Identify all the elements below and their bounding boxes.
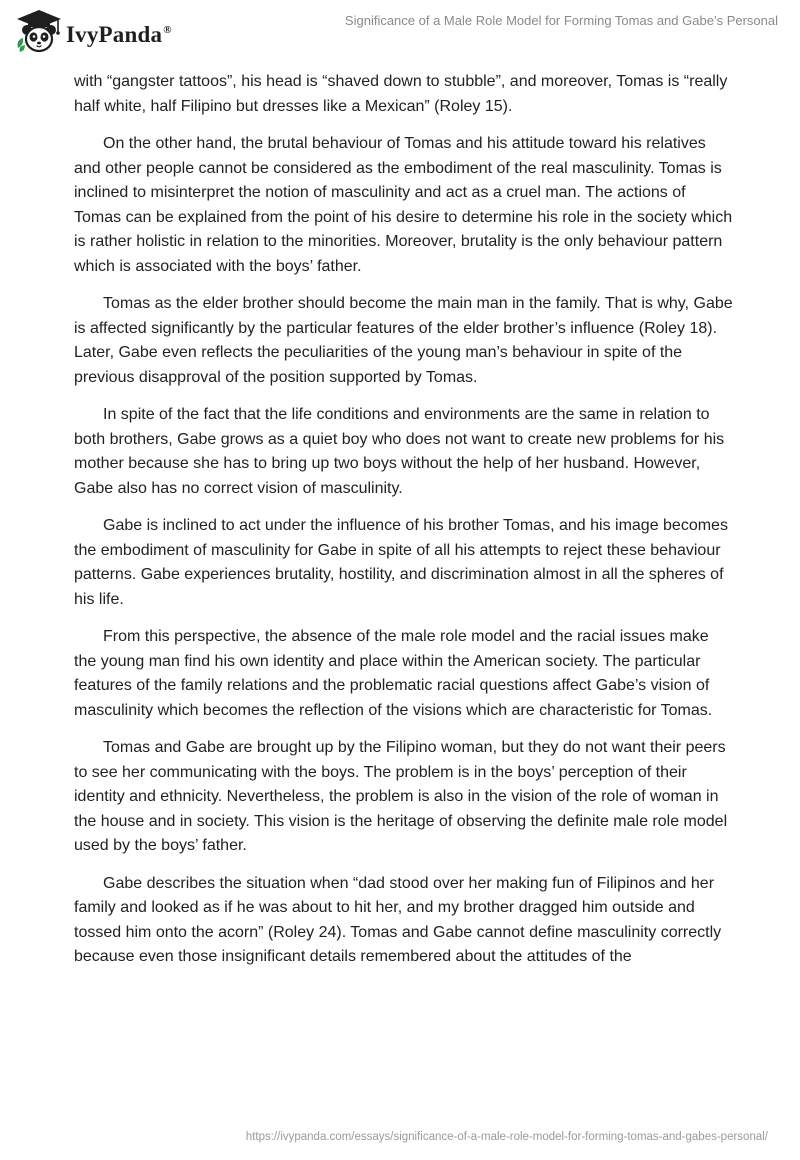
paragraph: On the other hand, the brutal behaviour of Tomas and his attitude toward his relatives and other people cannot be considered as the embodiment of the real masculinity. Tomas is inclined to misinterpret the notion of masculinity and act as a cruel man. The actions of Tomas can be explained from the point of his desire to determine his role in the society which is rather holistic in relation to the minorities. Moreover, brutality is the only behaviour pattern which is associated with the boys’ father.	[74, 135, 733, 275]
paragraph: with “gangster tattoos”, his head is “shaved down to stubble”, and moreover, Tomas is “really half white, half Filipino but dresses like a Mexican” (Roley 15).	[74, 73, 728, 115]
panda-graduate-icon	[14, 8, 64, 54]
paragraph: Gabe is inclined to act under the influence of his brother Tomas, and his image becomes the embodiment of masculinity for Gabe in spite of all his attempts to reject these behaviour patterns. Gabe experiences brutality, hostility, and discrimination almost in all the spheres of his life.	[74, 517, 728, 608]
brand-logo[interactable]	[14, 8, 172, 54]
paragraph: Tomas and Gabe are brought up by the Filipino woman, but they do not want their peers to see her communicating with the boys. The problem is in the boys’ perception of their identity and ethnicity. Nevertheless, the problem is also in the vision of the role of woman in the house and in society. This vision is the heritage of observing the definite male role model used by the boys’ father.	[74, 739, 728, 854]
essay-body	[74, 70, 734, 983]
source-url-link[interactable]: https://ivypanda.com/essays/significance-of-a-male-role-model-for-forming-tomas-and-gabes-personal/	[245, 1131, 768, 1143]
paragraph: Gabe describes the situation when “dad stood over her making fun of Filipinos and her family and looked as if he was about to hit her, and my brother dragged him outside and tossed him onto the acorn” (Roley 24). Tomas and Gabe cannot define masculinity correctly because even those insignificant details remembered about the attitudes of the	[74, 874, 722, 965]
paragraph: Tomas as the elder brother should become the main man in the family. That is why, Gabe is affected significantly by the particular features of the elder brother’s influence (Roley 18). Later, Gabe even reflects the peculiarities of the young man’s behaviour in spite of the previous disapproval of the position supported by Tomas.	[74, 295, 733, 386]
document-title: Significance of a Male Role Model for Forming Tomas and Gabe’s Personal	[344, 13, 778, 28]
paragraph: In spite of the fact that the life conditions and environments are the same in relation to both brothers, Gabe grows as a quiet boy who does not want to create new problems for his mother because she has to bring up two boys without the help of her husband. However, Gabe also has no correct vision of masculinity.	[74, 406, 725, 497]
brand-name: IvyPanda®	[66, 22, 172, 47]
paragraph: From this perspective, the absence of the male role model and the racial issues make the young man find his own identity and place within the American society. The particular features of the family relations and the problematic racial questions affect Gabe’s vision of masculinity which becomes the reflection of the visions which are characteristic for Tomas.	[74, 628, 713, 719]
page-header	[0, 0, 800, 62]
